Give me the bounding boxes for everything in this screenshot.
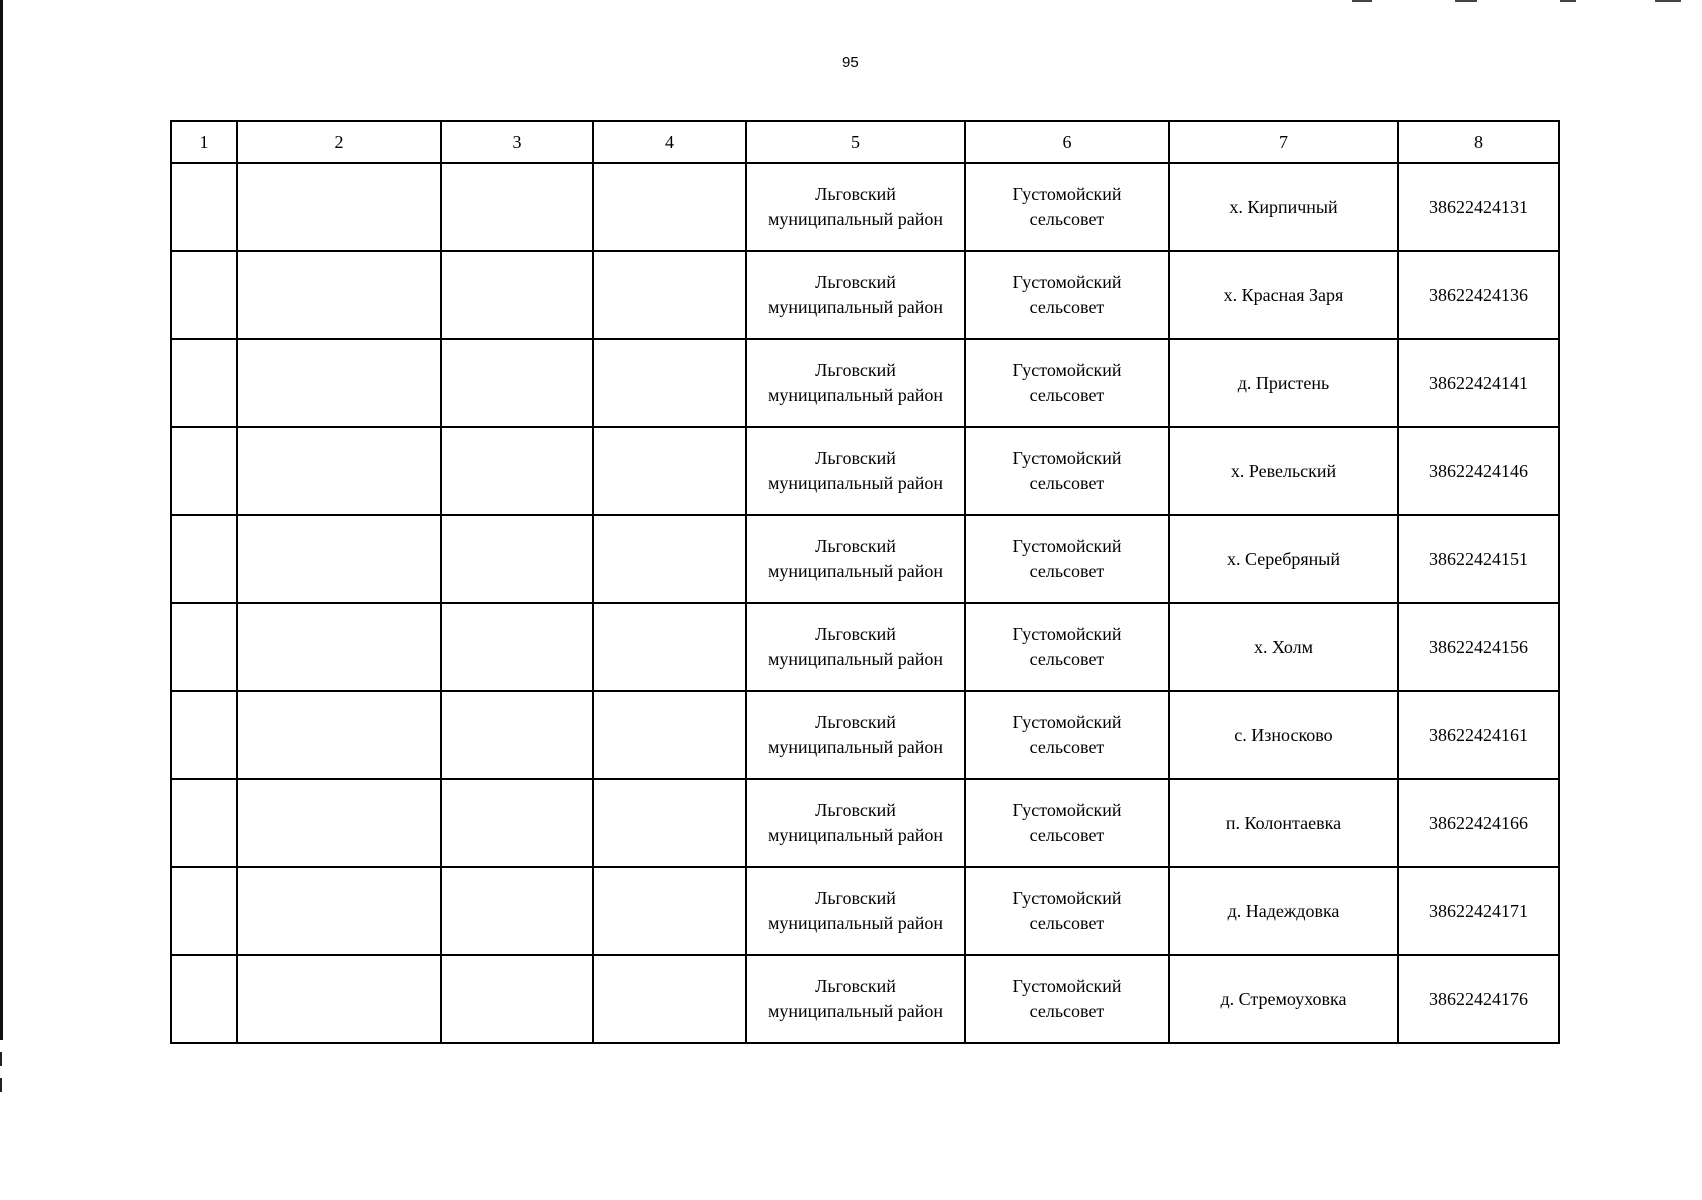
cell-col4: [593, 955, 746, 1043]
district-type: муниципальный район: [767, 825, 943, 845]
cell-col4: [593, 603, 746, 691]
cell-settlement: д. Надеждовка: [1169, 867, 1398, 955]
table-row: [171, 427, 1559, 515]
scan-top-mark: [1655, 0, 1681, 2]
cell-settlement: п. Колонтаевка: [1169, 779, 1398, 867]
cell-col4: [593, 691, 746, 779]
district-type: муниципальный район: [767, 297, 943, 317]
scan-edge-mark: [0, 1078, 2, 1092]
cell-code: 38622424176: [1398, 955, 1559, 1043]
cell-col2: [237, 691, 441, 779]
table-row: [171, 955, 1559, 1043]
district-type: муниципальный район: [767, 1001, 943, 1021]
column-header: 2: [237, 121, 441, 163]
cell-code: 38622424161: [1398, 691, 1559, 779]
district-type: муниципальный район: [767, 649, 943, 669]
cell-col3: [441, 251, 593, 339]
cell-col4: [593, 867, 746, 955]
cell-col2: [237, 779, 441, 867]
cell-code: 38622424141: [1398, 339, 1559, 427]
column-header: 1: [171, 121, 237, 163]
cell-col4: [593, 427, 746, 515]
scan-top-mark: [1352, 0, 1372, 2]
cell-settlement: с. Износково: [1169, 691, 1398, 779]
council-name: Густомойский: [1012, 976, 1122, 996]
cell-col1: [171, 339, 237, 427]
cell-col3: [441, 339, 593, 427]
column-header: 6: [965, 121, 1169, 163]
page-number: 95: [842, 54, 859, 71]
cell-col2: [237, 339, 441, 427]
council-name: Густомойский: [1012, 800, 1122, 820]
council-type: сельсовет: [1029, 561, 1105, 581]
cell-district: [746, 603, 965, 691]
table-row: [171, 339, 1559, 427]
council-name: Густомойский: [1012, 448, 1122, 468]
column-header: 8: [1398, 121, 1559, 163]
cell-code: 38622424156: [1398, 603, 1559, 691]
cell-col2: [237, 163, 441, 251]
cell-col1: [171, 251, 237, 339]
district-type: муниципальный район: [767, 737, 943, 757]
column-header: 5: [746, 121, 965, 163]
settlements-table: [170, 120, 1560, 1044]
cell-col4: [593, 515, 746, 603]
cell-col1: [171, 427, 237, 515]
cell-district: [746, 779, 965, 867]
council-name: Густомойский: [1012, 712, 1122, 732]
council-name: Густомойский: [1012, 624, 1122, 644]
district-type: муниципальный район: [767, 385, 943, 405]
district-type: муниципальный район: [767, 561, 943, 581]
district-name: Льговский: [815, 448, 896, 468]
cell-col4: [593, 779, 746, 867]
column-header: 4: [593, 121, 746, 163]
cell-council: [965, 163, 1169, 251]
cell-district: [746, 427, 965, 515]
council-type: сельсовет: [1029, 737, 1105, 757]
council-name: Густомойский: [1012, 536, 1122, 556]
cell-col1: [171, 691, 237, 779]
cell-col4: [593, 339, 746, 427]
cell-col2: [237, 427, 441, 515]
table-row: [171, 515, 1559, 603]
cell-col1: [171, 603, 237, 691]
district-name: Льговский: [815, 624, 896, 644]
table-row: [171, 691, 1559, 779]
cell-col2: [237, 251, 441, 339]
cell-col2: [237, 515, 441, 603]
cell-council: [965, 251, 1169, 339]
cell-col4: [593, 251, 746, 339]
scan-edge-mark: [0, 1052, 2, 1066]
district-name: Льговский: [815, 712, 896, 732]
table-row: [171, 603, 1559, 691]
scan-edge-left: [0, 0, 3, 1040]
cell-district: [746, 251, 965, 339]
table-row: [171, 163, 1559, 251]
cell-col2: [237, 955, 441, 1043]
cell-council: [965, 779, 1169, 867]
cell-col3: [441, 603, 593, 691]
cell-col4: [593, 163, 746, 251]
cell-col2: [237, 867, 441, 955]
cell-district: [746, 163, 965, 251]
cell-settlement: д. Стремоуховка: [1169, 955, 1398, 1043]
cell-col3: [441, 691, 593, 779]
cell-col1: [171, 867, 237, 955]
council-type: сельсовет: [1029, 209, 1105, 229]
district-name: Льговский: [815, 272, 896, 292]
cell-code: 38622424166: [1398, 779, 1559, 867]
cell-code: 38622424131: [1398, 163, 1559, 251]
council-type: сельсовет: [1029, 1001, 1105, 1021]
cell-col1: [171, 163, 237, 251]
table-header-row: [171, 121, 1559, 163]
cell-settlement: х. Серебряный: [1169, 515, 1398, 603]
district-type: муниципальный район: [767, 913, 943, 933]
cell-settlement: д. Пристень: [1169, 339, 1398, 427]
cell-council: [965, 691, 1169, 779]
council-type: сельсовет: [1029, 825, 1105, 845]
table-row: [171, 251, 1559, 339]
cell-settlement: х. Холм: [1169, 603, 1398, 691]
cell-code: 38622424171: [1398, 867, 1559, 955]
cell-code: 38622424151: [1398, 515, 1559, 603]
cell-col3: [441, 867, 593, 955]
cell-settlement: х. Ревельский: [1169, 427, 1398, 515]
district-type: муниципальный район: [767, 209, 943, 229]
district-name: Льговский: [815, 360, 896, 380]
column-header: 3: [441, 121, 593, 163]
table-row: [171, 867, 1559, 955]
cell-col1: [171, 779, 237, 867]
cell-col3: [441, 427, 593, 515]
table-row: [171, 779, 1559, 867]
cell-col3: [441, 779, 593, 867]
cell-code: 38622424146: [1398, 427, 1559, 515]
council-type: сельсовет: [1029, 649, 1105, 669]
cell-council: [965, 867, 1169, 955]
cell-district: [746, 515, 965, 603]
council-type: сельсовет: [1029, 473, 1105, 493]
cell-col1: [171, 955, 237, 1043]
council-name: Густомойский: [1012, 360, 1122, 380]
district-type: муниципальный район: [767, 473, 943, 493]
council-name: Густомойский: [1012, 888, 1122, 908]
cell-col2: [237, 603, 441, 691]
district-name: Льговский: [815, 976, 896, 996]
cell-council: [965, 515, 1169, 603]
scan-top-mark: [1455, 0, 1477, 2]
cell-district: [746, 339, 965, 427]
district-name: Льговский: [815, 184, 896, 204]
council-type: сельсовет: [1029, 385, 1105, 405]
cell-council: [965, 603, 1169, 691]
cell-code: 38622424136: [1398, 251, 1559, 339]
cell-col3: [441, 955, 593, 1043]
council-name: Густомойский: [1012, 272, 1122, 292]
district-name: Льговский: [815, 888, 896, 908]
cell-district: [746, 691, 965, 779]
cell-col3: [441, 163, 593, 251]
cell-settlement: х. Кирпичный: [1169, 163, 1398, 251]
cell-council: [965, 427, 1169, 515]
cell-council: [965, 955, 1169, 1043]
cell-settlement: х. Красная Заря: [1169, 251, 1398, 339]
cell-col1: [171, 515, 237, 603]
column-header: 7: [1169, 121, 1398, 163]
council-name: Густомойский: [1012, 184, 1122, 204]
cell-col3: [441, 515, 593, 603]
district-name: Льговский: [815, 800, 896, 820]
council-type: сельсовет: [1029, 913, 1105, 933]
cell-district: [746, 867, 965, 955]
scan-top-mark: [1560, 0, 1576, 2]
cell-district: [746, 955, 965, 1043]
district-name: Льговский: [815, 536, 896, 556]
council-type: сельсовет: [1029, 297, 1105, 317]
cell-council: [965, 339, 1169, 427]
